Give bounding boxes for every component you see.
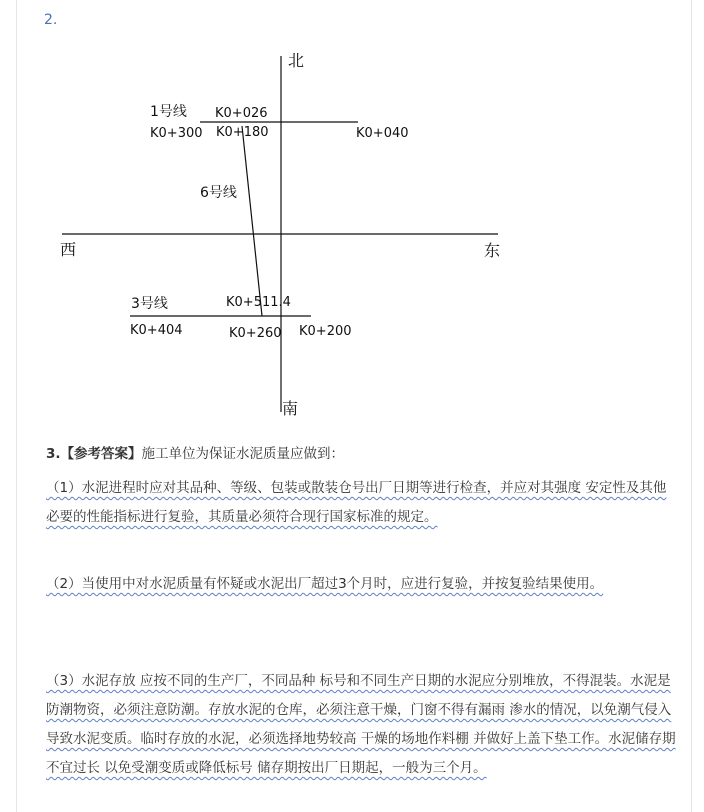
station-label: K0+026 [215,106,268,121]
answer-tag: 【参考答案】 [60,446,142,462]
line-6 [242,126,262,316]
station-label: K0+404 [130,323,183,338]
label-south: 南 [282,399,299,418]
station-label: K0+300 [150,126,203,141]
answer-item-2 [46,570,676,599]
answer-intro: 施工单位为保证水泥质量应做到： [141,446,345,462]
station-label: K0+511.4 [226,295,291,310]
station-label: K0+040 [356,126,409,141]
answer-item-1 [46,474,676,532]
line-3-name: 3号线 [131,296,168,312]
label-east: 东 [484,241,501,260]
station-label: K0+180 [216,125,269,140]
answer-item-3 [46,667,676,783]
answer-item-text: （2）当使用中对水泥质量有怀疑或水泥出厂超过3个月时，应进行复验，并按复验结果使用。 [46,576,604,592]
answer-item-text: （1）水泥进程时应对其品种、等级、包装或散装仓号出厂日期等进行检查，并应对其强度 安定性及其他必要的性能指标进行复验，其质量必须符合现行国家标准的规定。 [46,480,667,525]
answer-item-text: （3）水泥存放 应按不同的生产厂，不同品种 标号和不同生产日期的水泥应分别堆放，不得混装。水泥是防潮物资，必须注意防潮。存放水泥的仓库，必须注意干燥，门窗不得有漏雨 渗水的情况，以免潮气侵入 导致水泥变质。临时存放的水泥，必须选择地势较高 干燥的场地作料棚 并做好上盖下垫工作。水泥储存期不宜过长 以免受潮变质或降低标号 储存期按出厂日期起，一般为三个月。 [46,673,676,776]
station-label: K0+260 [229,326,282,341]
label-west: 西 [60,240,77,259]
answer-number: 3. [46,446,61,462]
question-number: 2. [44,12,58,28]
station-label: K0+200 [299,324,352,339]
line-1-name: 1号线 [150,104,187,120]
line-6-name: 6号线 [200,185,237,201]
answer-heading [46,440,676,469]
label-north: 北 [288,51,305,70]
